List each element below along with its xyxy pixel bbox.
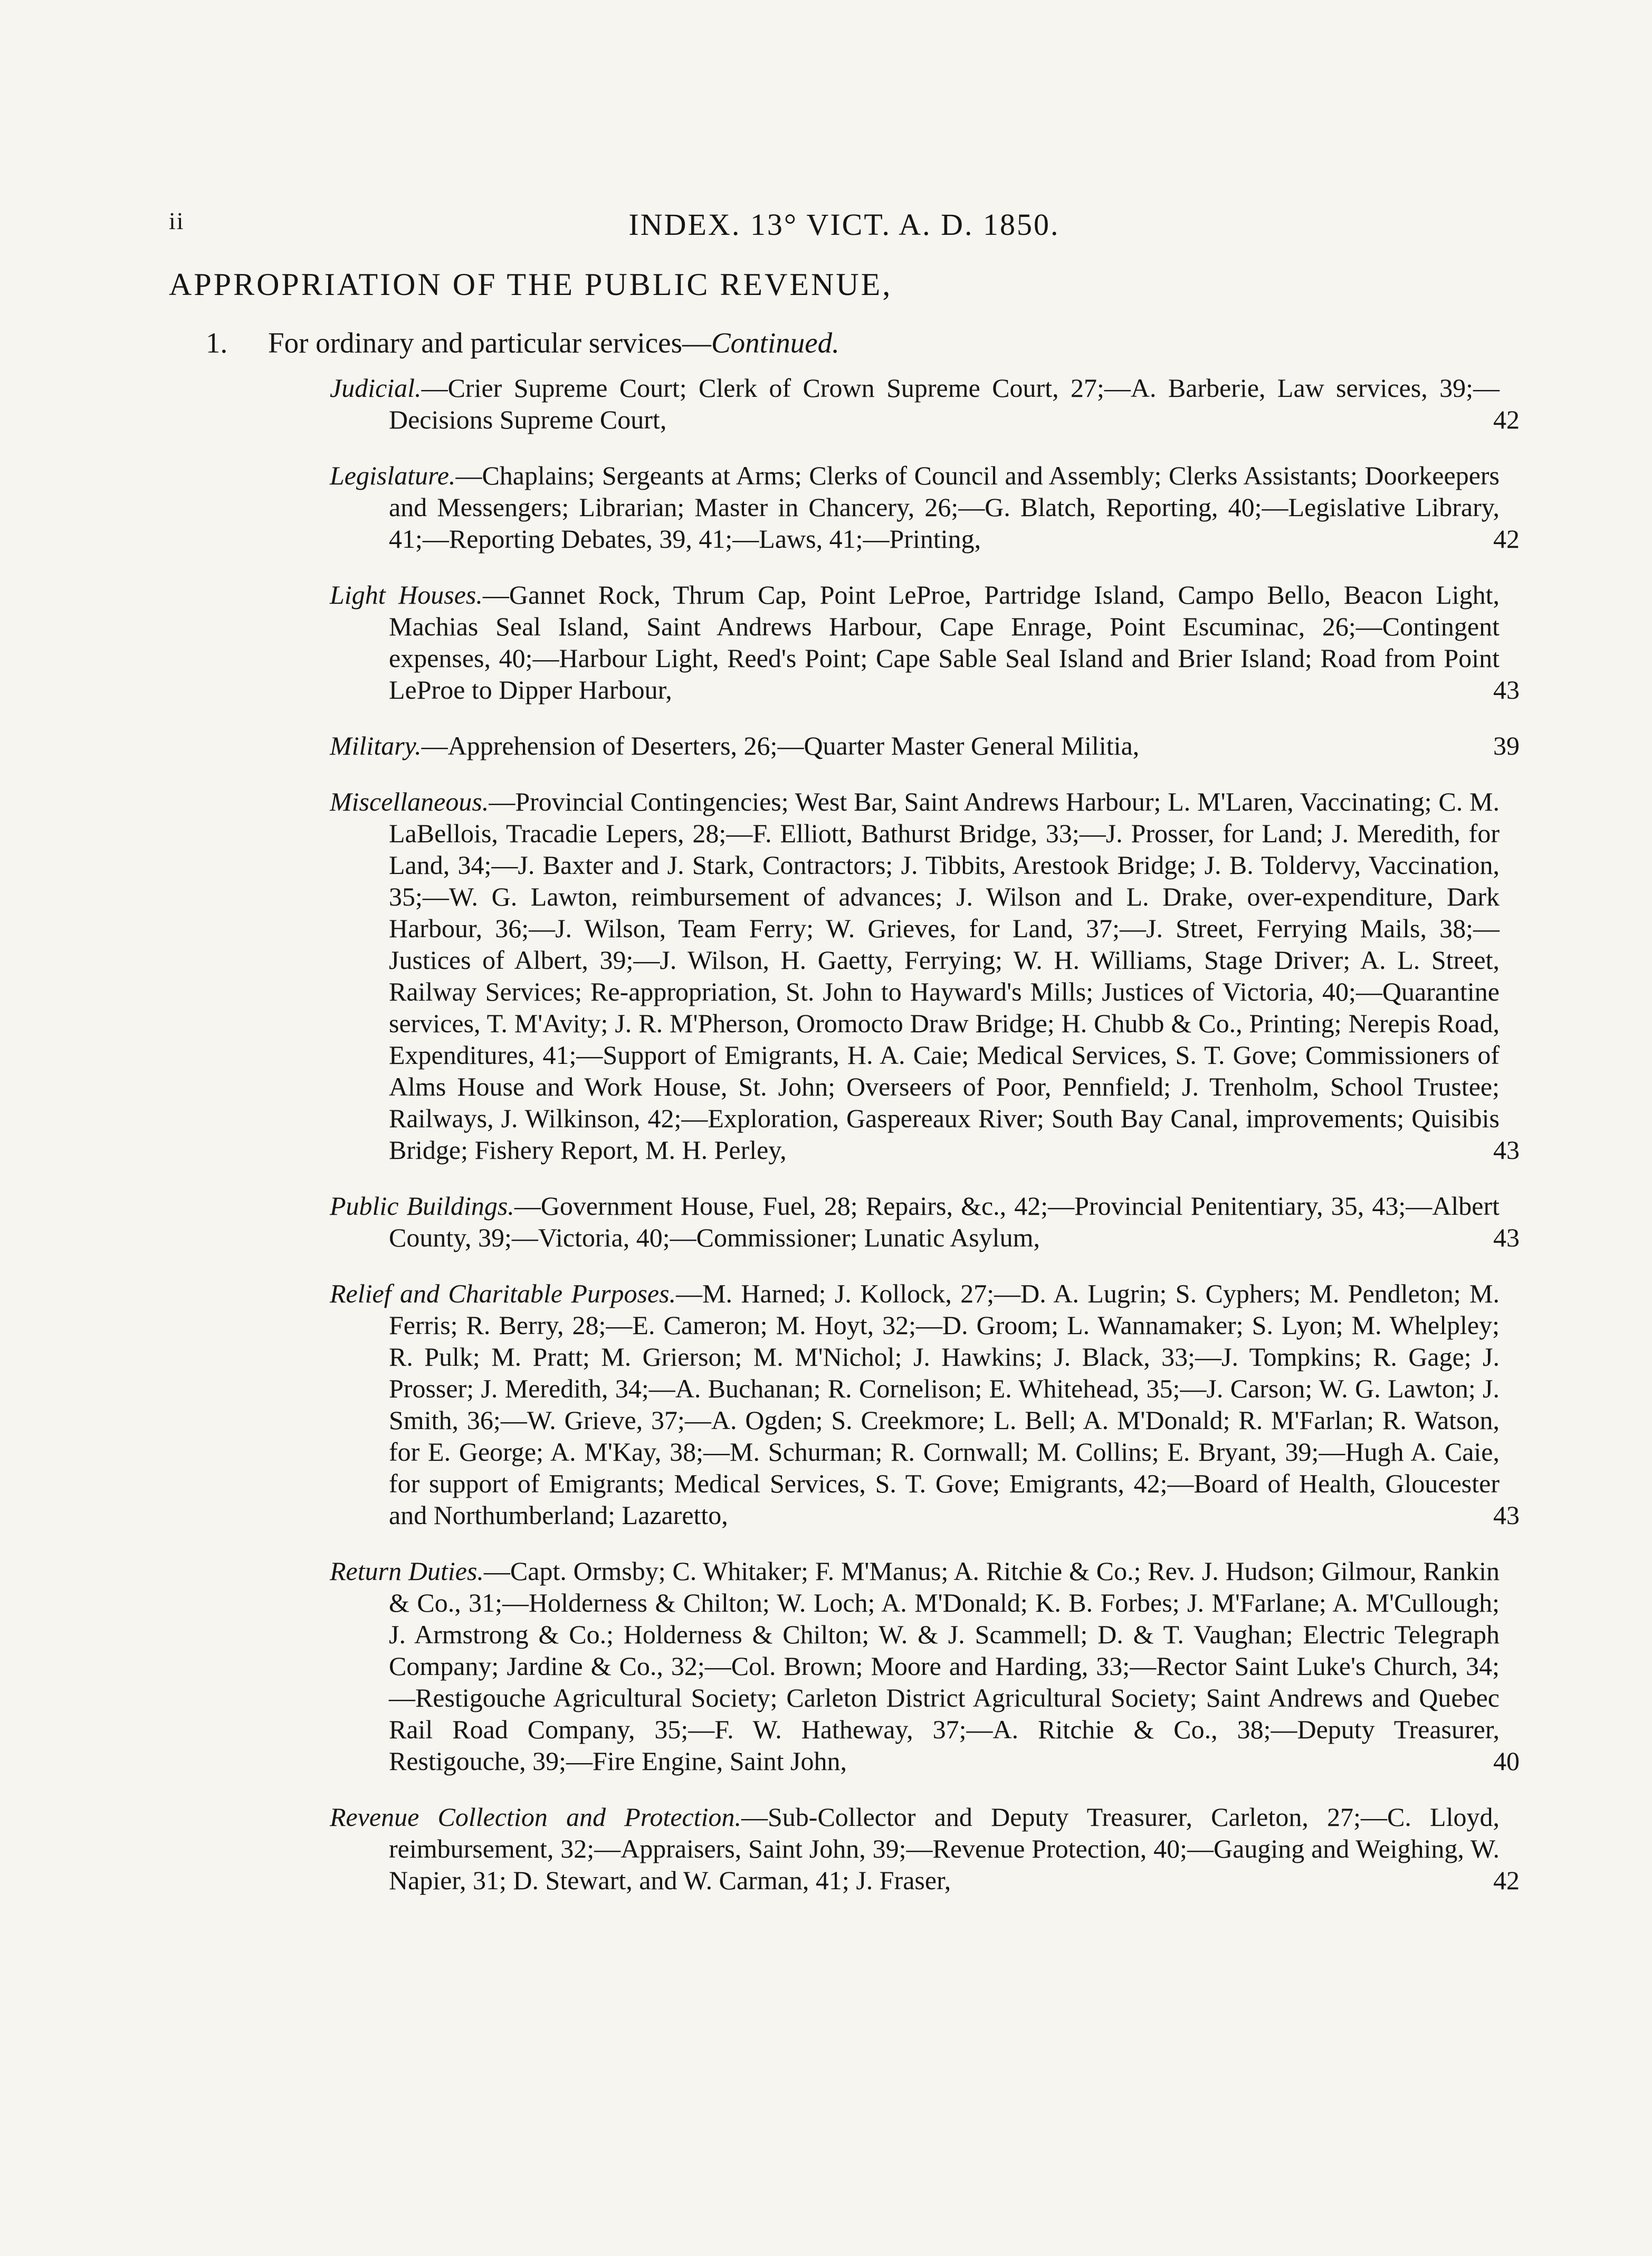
entry-page-ref: 43 <box>1493 1135 1520 1165</box>
entry-body: —Crier Supreme Court; Clerk of Crown Supreme Court, 27;—A. Barberie, Law services, 39;—Decisions Supreme Court, <box>389 373 1500 434</box>
entry-body: —Chaplains; Sergeants at Arms; Clerks of Council and Assembly; Clerks Assistants; Doorkeepers and Messengers; Librarian; Master in Chancery, 26;—G. Blatch, Reporting, 40;—Legislative Library, 41;—Reporting Debates, 39, 41;—Laws, 41;—Printing, <box>389 461 1500 554</box>
entry-text <box>330 372 1500 435</box>
index-entry-public-buildings <box>330 1190 1520 1253</box>
entry-body: —Capt. Ormsby; C. Whitaker; F. M'Manus; A. Ritchie & Co.; Rev. J. Hudson; Gilmour, Rankin & Co., 31;—Holderness & Chilton; W. Loch; A. M'Donald; K. B. Forbes; J. M'Farlane; A. M'Cullough; J. Armstrong & Co.; Holderness & Chilton; W. & J. Scammell; D. & T. Vaughan; Electric Telegraph Company; Jardine & Co., 32;—Col. Brown; Moore and Harding, 33;—Rector Saint Luke's Church, 34;—Restigouche Agricultural Society; Carleton District Agricultural Society; Saint Andrews and Quebec Rail Road Company, 35;—F. W. Hatheway, 37;—A. Ritchie & Co., 38;—Deputy Treasurer, Restigouche, 39;—Fire Engine, Saint John, <box>389 1556 1500 1776</box>
entry-text <box>330 460 1500 555</box>
entry-text <box>330 786 1500 1166</box>
entry-page-ref: 43 <box>1493 1500 1520 1530</box>
entry-text <box>330 1555 1500 1777</box>
entry-page-ref: 42 <box>1493 524 1520 554</box>
entry-page-ref: 42 <box>1493 1865 1520 1895</box>
entry-text <box>330 579 1500 706</box>
index-entry-legislature <box>330 460 1520 555</box>
entry-head: Light Houses. <box>330 580 483 610</box>
index-entry-miscellaneous <box>330 786 1520 1166</box>
entry-text <box>330 1278 1500 1531</box>
index-entry-light-houses <box>330 579 1520 706</box>
index-entries <box>330 372 1520 1920</box>
entry-body: —Sub-Collector and Deputy Treasurer, Carleton, 27;—C. Lloyd, reimbursement, 32;—Appraisers, Saint John, 39;—Revenue Protection, 40;—Gauging and Weighing, W. Napier, 31; D. Stewart, and W. Carman, 41; J. Fraser, <box>389 1802 1500 1895</box>
subsection-number: 1. <box>206 327 228 359</box>
running-title: INDEX. 13° VICT. A. D. 1850. <box>628 207 1060 242</box>
index-entry-relief <box>330 1278 1520 1531</box>
entry-page-ref: 42 <box>1493 405 1520 434</box>
index-entry-military <box>330 730 1520 761</box>
entry-head: Legislature. <box>330 461 456 490</box>
section-heading: APPROPRIATION OF THE PUBLIC REVENUE, <box>169 267 893 302</box>
entry-head: Revenue Collection and Protection. <box>330 1802 741 1832</box>
entry-head: Military. <box>330 731 422 760</box>
entry-head: Public Buildings. <box>330 1191 514 1221</box>
entry-head: Miscellaneous. <box>330 787 489 816</box>
entry-head: Relief and Charitable Purposes. <box>330 1279 676 1308</box>
entry-body: —Gannet Rock, Thrum Cap, Point LeProe, Partridge Island, Campo Bello, Beacon Light, Machias Seal Island, Saint Andrews Harbour, Cape Enrage, Point Escuminac, 26;—Contingent expenses, 40;—Harbour Light, Reed's Point; Cape Sable Seal Island and Brier Island; Road from Point LeProe to Dipper Harbour, <box>389 580 1500 705</box>
entry-page-ref: 43 <box>1493 675 1520 705</box>
entry-body: —Government House, Fuel, 28; Repairs, &c., 42;—Provincial Penitentiary, 35, 43;—Albert County, 39;—Victoria, 40;—Commissioner; Lunatic Asylum, <box>389 1191 1500 1252</box>
continued-label: Continued. <box>711 327 839 359</box>
index-entry-return-duties <box>330 1555 1520 1777</box>
index-entry-revenue-collection <box>330 1801 1520 1896</box>
entry-text <box>330 730 1500 761</box>
entry-page-ref: 39 <box>1493 731 1520 760</box>
page-number: ii <box>169 207 185 234</box>
subsection-heading <box>206 326 839 359</box>
page-header <box>169 207 1520 249</box>
entry-text <box>330 1801 1500 1896</box>
entry-body: —Provincial Contingencies; West Bar, Saint Andrews Harbour; L. M'Laren, Vaccinating; C. M. LaBellois, Tracadie Lepers, 28;—F. Elliott, Bathurst Bridge, 33;—J. Prosser, for Land; J. Meredith, for Land, 34;—J. Baxter and J. Stark, Contractors; J. Tibbits, Arestook Bridge; J. B. Toldervy, Vaccination, 35;—W. G. Lawton, reimbursement of advances; J. Wilson and L. Drake, over-expenditure, Dark Harbour, 36;—J. Wilson, Team Ferry; W. Grieves, for Land, 37;—J. Street, Ferrying Mails, 38;—Justices of Albert, 39;—J. Wilson, H. Gaetty, Ferrying; W. H. Williams, Stage Driver; A. L. Street, Railway Services; Re-appropriation, St. John to Hayward's Mills; Justices of Victoria, 40;—Quarantine services, T. M'Avity; J. R. M'Pherson, Oromocto Draw Bridge; H. Chubb & Co., Printing; Nerepis Road, Expenditures, 41;—Support of Emigrants, H. A. Caie; Medical Services, S. T. Gove; Commissioners of Alms House and Work House, St. John; Overseers of Poor, Pennfield; J. Trenholm, School Trustee; Railways, J. Wilkinson, 42;—Exploration, Gaspereaux River; South Bay Canal, improvements; Quisibis Bridge; Fishery Report, M. H. Perley, <box>389 787 1500 1165</box>
entry-body: —Apprehension of Deserters, 26;—Quarter Master General Militia, <box>421 731 1140 760</box>
entry-head: Judicial. <box>330 373 422 403</box>
entry-page-ref: 43 <box>1493 1223 1520 1252</box>
entry-head: Return Duties. <box>330 1556 484 1586</box>
entry-text <box>330 1190 1500 1253</box>
entry-body: —M. Harned; J. Kollock, 27;—D. A. Lugrin; S. Cyphers; M. Pendleton; M. Ferris; R. Berry, 28;—E. Cameron; M. Hoyt, 32;—D. Groom; L. Wannamaker; S. Lyon; M. Whelpley; R. Pulk; M. Pratt; M. Grierson; M. M'Nichol; J. Hawkins; J. Black, 33;—J. Tompkins; R. Gage; J. Prosser; J. Meredith, 34;—A. Buchanan; R. Cornelison; E. Whitehead, 35;—J. Carson; W. G. Lawton; J. Smith, 36;—W. Grieve, 37;—A. Ogden; S. Creekmore; L. Bell; A. M'Donald; R. M'Farlan; R. Watson, for E. George; A. M'Kay, 38;—M. Schurman; R. Cornwall; M. Collins; E. Bryant, 39;—Hugh A. Caie, for support of Emigrants; Medical Services, S. T. Gove; Emigrants, 42;—Board of Health, Gloucester and Northumberland; Lazaretto, <box>389 1279 1500 1530</box>
subsection-text: For ordinary and particular services— <box>268 327 711 359</box>
index-entry-judicial <box>330 372 1520 435</box>
entry-page-ref: 40 <box>1493 1746 1520 1776</box>
